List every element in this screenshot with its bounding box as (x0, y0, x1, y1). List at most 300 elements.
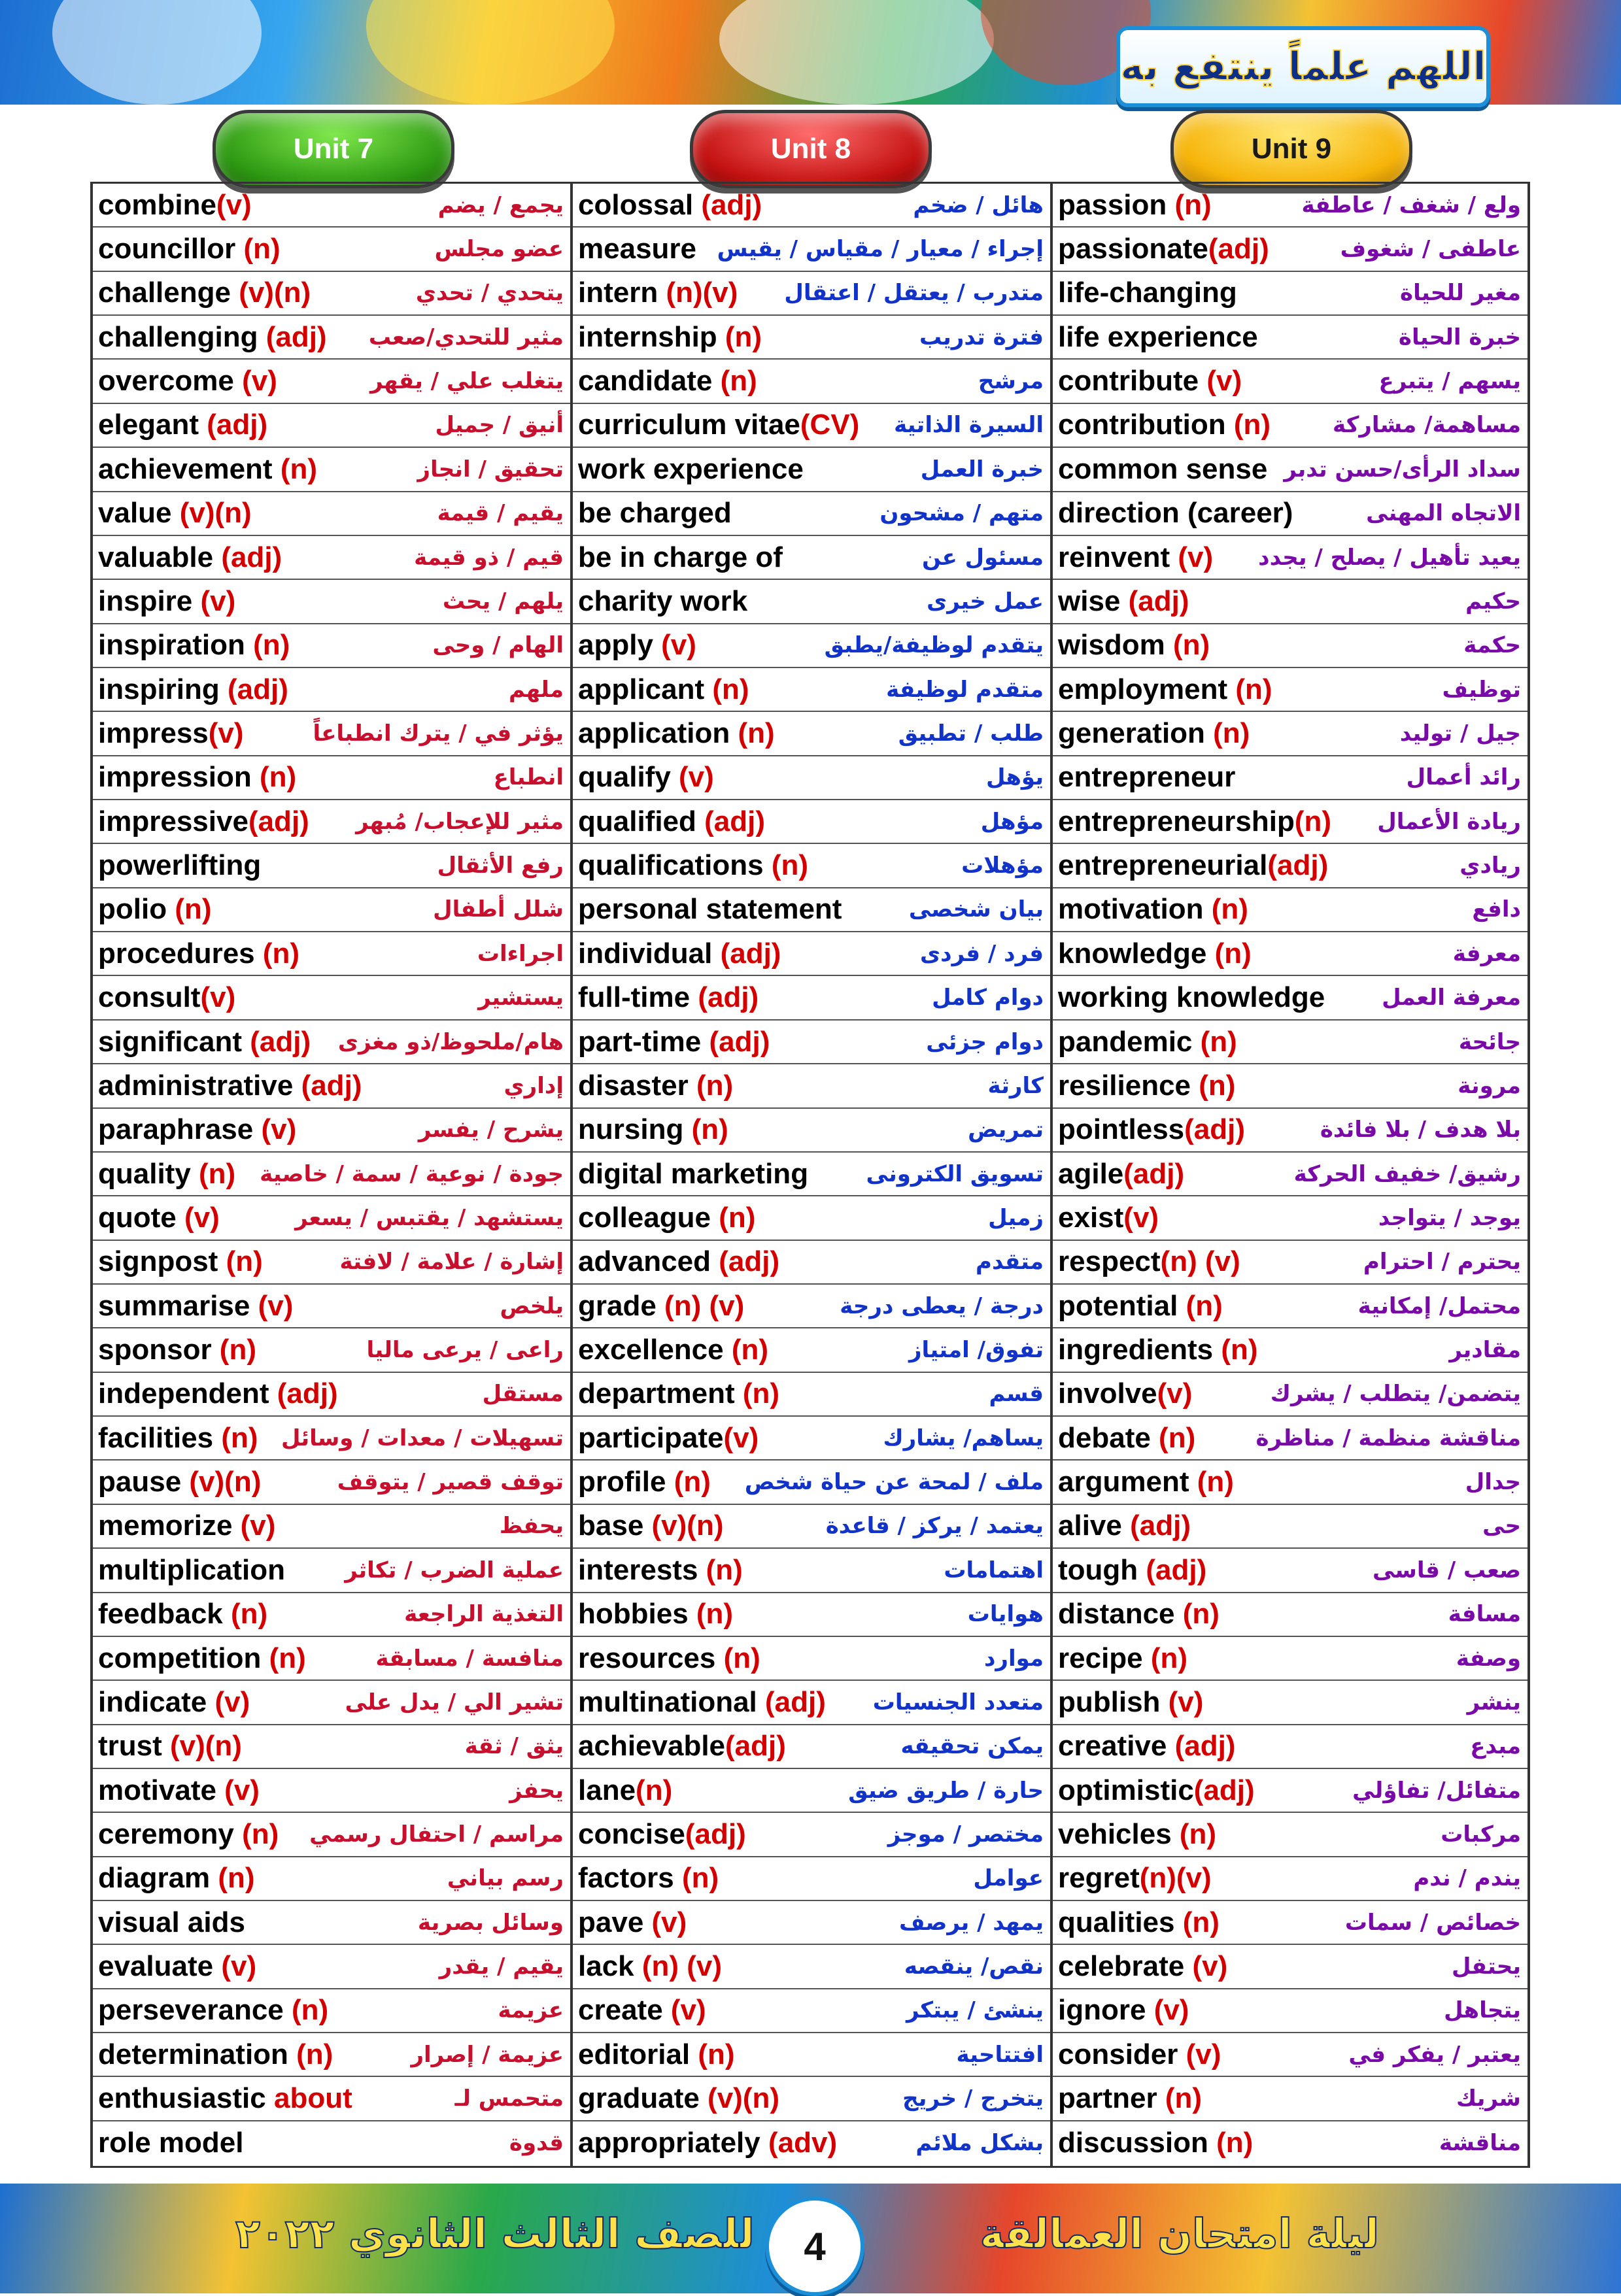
english-term (578, 1245, 779, 1278)
part-of-speech: (n) (253, 629, 290, 662)
term-word: editorial (578, 2038, 698, 2070)
part-of-speech: (n) (242, 1817, 279, 1850)
part-of-speech: (v) (200, 981, 236, 1014)
term-word: contribute (1058, 365, 1207, 397)
arabic-translation: هام/ملحوظ/ذو مغزى (337, 1028, 564, 1055)
arabic-translation: عاطفى / شغوف (1340, 236, 1521, 263)
arabic-translation: ينشر (1467, 1689, 1521, 1715)
part-of-speech: (v) (216, 188, 252, 221)
english-term (98, 321, 327, 354)
arabic-translation: مساهمة/ مشاركة (1332, 412, 1521, 439)
term-word: life experience (1058, 320, 1258, 353)
vocab-row (573, 2033, 1050, 2077)
vocab-row (93, 228, 570, 271)
term-word: signpost (98, 1245, 226, 1278)
vocab-row (573, 1196, 1050, 1240)
vocab-row (573, 1460, 1050, 1504)
term-word: full-time (578, 981, 698, 1014)
vocab-row (93, 2077, 570, 2121)
vocab-row (573, 1637, 1050, 1681)
part-of-speech: (v) (261, 1113, 297, 1146)
vocab-row (93, 1328, 570, 1372)
vocab-row (573, 1593, 1050, 1637)
part-of-speech: (v) (258, 1289, 294, 1322)
arabic-translation: رائد أعمال (1406, 764, 1521, 791)
part-of-speech: (n) (243, 233, 281, 265)
vocab-row (93, 668, 570, 712)
term-word: graduate (578, 2082, 708, 2115)
arabic-translation: يثق / ثقة (464, 1733, 564, 1760)
english-term (98, 1774, 260, 1807)
term-word: trust (98, 1730, 170, 1763)
vocab-row (573, 932, 1050, 976)
arabic-translation: يتضمن/ يتطلب / يشرك (1270, 1381, 1521, 1408)
vocab-row (573, 1505, 1050, 1549)
vocab-row (93, 1989, 570, 2033)
vocab-row (573, 888, 1050, 932)
vocab-row (573, 2121, 1050, 2165)
term-word: qualities (1058, 1906, 1183, 1938)
english-term (1058, 453, 1267, 486)
part-of-speech: (n) (1165, 2082, 1203, 2115)
part-of-speech: (n) (296, 2038, 333, 2070)
part-of-speech: (v) (1206, 365, 1242, 397)
arabic-translation: بلا هدف / بلا فائدة (1320, 1117, 1521, 1143)
term-word: create (578, 1994, 671, 2027)
arabic-translation: مثير للتحدي/صعب (368, 324, 564, 350)
english-term (98, 1113, 296, 1146)
vocab-row (573, 1769, 1050, 1813)
arabic-translation: مسئول عن (921, 544, 1044, 571)
part-of-speech: (n)(v) (666, 277, 738, 309)
english-term (1058, 1774, 1255, 1807)
part-of-speech: (n) (1173, 629, 1210, 662)
english-term (578, 1994, 706, 2027)
term-word: pave (578, 1906, 652, 1938)
term-word: procedures (98, 937, 263, 970)
arabic-translation: مركبات (1441, 1821, 1521, 1848)
arabic-translation: الاتجاه المهنى (1366, 500, 1521, 527)
vocab-row (1053, 712, 1527, 756)
english-term (578, 1158, 808, 1190)
term-word: determination (98, 2038, 297, 2070)
arabic-translation: جائحة (1458, 1028, 1521, 1055)
part-of-speech: (v)(n) (239, 277, 311, 309)
footer-grade-text: للصف الثالث الثانوي ٢٠٢٢ (235, 2210, 755, 2257)
part-of-speech: (adj) (1146, 1553, 1207, 1586)
english-term (98, 453, 317, 486)
arabic-translation: مختصر / موجز (887, 1821, 1044, 1848)
term-word: disaster (578, 1069, 696, 1102)
part-of-speech: (n) (v) (1160, 1245, 1240, 1278)
part-of-speech: (adj) (277, 1377, 338, 1410)
english-term (1058, 1730, 1235, 1763)
term-word: summarise (98, 1289, 258, 1322)
arabic-translation: فرد / فردى (920, 940, 1044, 967)
term-word: generation (1058, 717, 1214, 749)
english-term (98, 277, 311, 309)
decor-blob (719, 0, 994, 105)
arabic-translation: محتمل/ إمكانية (1357, 1292, 1521, 1319)
vocab-row (573, 448, 1050, 492)
arabic-translation: قسم (989, 1381, 1044, 1408)
part-of-speech: (n) (218, 1862, 255, 1895)
arabic-translation: إجراء / معيار / مقياس / يقيس (717, 236, 1044, 263)
term-word: entrepreneurial (1058, 849, 1268, 882)
arabic-translation: متقدم لوظيفة (886, 676, 1044, 703)
term-word: memorize (98, 1510, 241, 1542)
english-term (578, 1818, 746, 1851)
english-term (578, 453, 804, 486)
term-word: pause (98, 1466, 190, 1498)
arabic-translation: مسافة (1448, 1601, 1521, 1628)
english-term (1058, 673, 1272, 706)
part-of-speech: (v)(n) (170, 1730, 242, 1763)
term-word: life-changing (1058, 277, 1237, 309)
part-of-speech: (v) (221, 1950, 257, 1983)
part-of-speech: (n) (1182, 1906, 1220, 1938)
arabic-translation: اهتمامات (944, 1557, 1044, 1583)
english-term (98, 1510, 275, 1542)
arabic-translation: رفع الأثقال (437, 853, 564, 879)
term-word: department (578, 1377, 743, 1410)
part-of-speech: (n) (1214, 937, 1252, 970)
part-of-speech: (adj) (1123, 1157, 1185, 1190)
part-of-speech: (n) (738, 717, 775, 749)
vocab-row (1053, 2033, 1527, 2077)
vocab-row (1053, 1417, 1527, 1460)
english-term (98, 1906, 245, 1939)
part-of-speech: (n) (731, 1334, 769, 1366)
vocab-row (1053, 360, 1527, 403)
vocab-row (573, 2077, 1050, 2121)
part-of-speech: (adj) (1208, 233, 1269, 265)
term-word: entrepreneurship (1058, 805, 1295, 837)
term-word: involve (1058, 1377, 1157, 1410)
vocab-row (1053, 1681, 1527, 1725)
english-term (578, 585, 747, 618)
part-of-speech: (v) (1123, 1201, 1159, 1234)
english-term (98, 497, 252, 530)
term-word: inspiring (98, 673, 228, 705)
term-word: diagram (98, 1862, 218, 1895)
english-term (98, 409, 267, 441)
part-of-speech: (adj) (1174, 1730, 1236, 1763)
term-word: combine (98, 188, 216, 221)
part-of-speech: (v) (1168, 1685, 1204, 1718)
vocab-row (93, 1417, 570, 1460)
arabic-translation: يتخرج / خريج (902, 2085, 1044, 2112)
vocab-row (573, 1153, 1050, 1196)
english-term (578, 1642, 760, 1675)
vocab-row (573, 1064, 1050, 1108)
english-term (578, 673, 749, 706)
vocab-row (93, 1064, 570, 1108)
arabic-translation: يقيم / قيمة (437, 500, 564, 527)
part-of-speech: (adj) (1128, 584, 1189, 617)
term-word: ignore (1058, 1994, 1154, 2027)
arabic-translation: يحفظ (499, 1513, 564, 1540)
english-term (578, 937, 781, 970)
arabic-translation: متعدد الجنسيات (872, 1689, 1044, 1715)
arabic-translation: معرفة العمل (1382, 985, 1521, 1011)
part-of-speech: (n)(v) (1139, 1862, 1212, 1895)
term-word: perseverance (98, 1994, 292, 2027)
english-term (98, 1862, 255, 1895)
term-word: exist (1058, 1201, 1124, 1234)
vocab-row (573, 1681, 1050, 1725)
arabic-translation: تفوق/ امتياز (908, 1337, 1044, 1364)
part-of-speech: (n) (280, 452, 317, 485)
part-of-speech: (n) (219, 1334, 256, 1366)
english-term (1058, 849, 1328, 882)
term-word: debate (1058, 1421, 1159, 1454)
term-word: working knowledge (1058, 981, 1325, 1014)
part-of-speech: (v) (200, 584, 236, 617)
term-word: resources (578, 1642, 724, 1674)
english-term (1058, 497, 1293, 530)
term-word: personal statement (578, 893, 842, 926)
part-of-speech: (n) (269, 1642, 306, 1674)
arabic-translation: عزيمة / إصرار (411, 2041, 564, 2068)
english-term (1058, 1950, 1227, 1983)
english-term (98, 1158, 235, 1190)
term-word: vehicles (1058, 1817, 1180, 1850)
arabic-translation: ولع / شغف / عاطفة (1301, 192, 1521, 218)
arabic-translation: يسهم / يتبرع (1378, 368, 1521, 395)
term-word: reinvent (1058, 541, 1178, 573)
arabic-translation: يحترم / احترام (1363, 1249, 1521, 1275)
english-term (578, 1026, 770, 1058)
term-word: quote (98, 1201, 184, 1234)
english-term (98, 1070, 362, 1102)
part-of-speech: (n) (1294, 805, 1332, 837)
arabic-translation: متهم / مشحون (879, 500, 1044, 527)
arabic-translation: توقف قصير / يتوقف (337, 1469, 564, 1496)
decor-blob (52, 0, 262, 105)
vocab-row (93, 1857, 570, 1901)
arabic-translation: توظيف (1442, 676, 1521, 703)
part-of-speech: (n) (199, 1157, 236, 1190)
english-term (578, 1466, 711, 1498)
vocab-row (93, 1021, 570, 1064)
arabic-translation: موارد (983, 1645, 1044, 1672)
english-term (1058, 761, 1235, 794)
vocab-row (573, 1328, 1050, 1372)
vocab-row (1053, 1109, 1527, 1153)
term-word: impression (98, 761, 260, 794)
vocab-row (573, 272, 1050, 316)
term-word: interests (578, 1553, 706, 1586)
english-term (1058, 1862, 1212, 1895)
english-term (1058, 893, 1248, 926)
part-of-speech: (adj) (250, 1025, 311, 1058)
english-term (578, 1950, 722, 1983)
unit-7-label: Unit 7 (293, 133, 374, 165)
vocab-row (93, 800, 570, 844)
part-of-speech: (n) (742, 1377, 780, 1410)
arabic-translation: تسويق الكترونى (866, 1160, 1044, 1187)
vocab-row (93, 844, 570, 888)
term-word: knowledge (1058, 937, 1215, 970)
term-word: valuable (98, 541, 222, 573)
vocab-row (93, 1153, 570, 1196)
english-term (578, 1422, 759, 1455)
part-of-speech: (adj) (1193, 1774, 1255, 1806)
part-of-speech: (v) (1186, 2038, 1221, 2070)
arabic-translation: رشيق/ خفيف الحركة (1293, 1160, 1521, 1187)
arabic-translation: يعتمد / يركز / قاعدة (825, 1513, 1044, 1540)
arabic-translation: خبرة العمل (920, 456, 1044, 482)
vocab-row (93, 184, 570, 228)
vocab-row (573, 1109, 1050, 1153)
vocab-row (1053, 1857, 1527, 1901)
arabic-translation: درجة / يعطى درجة (840, 1292, 1044, 1319)
vocab-row (573, 580, 1050, 624)
english-term (578, 1202, 755, 1234)
arabic-translation: يندم / ندم (1413, 1865, 1521, 1892)
arabic-translation: يؤهل (985, 764, 1044, 791)
motto-banner (1116, 26, 1490, 107)
part-of-speech: (n) (712, 673, 749, 705)
arabic-translation: أنيق / جميل (435, 412, 564, 439)
english-term (1058, 717, 1250, 750)
vocab-row (1053, 624, 1527, 668)
english-term (98, 1554, 285, 1587)
english-term (1058, 233, 1269, 265)
part-of-speech: (v) (208, 717, 244, 749)
term-word: respect (1058, 1245, 1161, 1278)
english-term (1058, 1202, 1159, 1234)
vocab-row (573, 1989, 1050, 2033)
term-word: consult (98, 981, 201, 1014)
part-of-speech: (adj) (207, 409, 268, 441)
english-term (1058, 1377, 1192, 1410)
vocab-row (1053, 184, 1527, 228)
english-term (1058, 1466, 1234, 1498)
arabic-translation: ملهم (508, 676, 564, 703)
term-word: qualified (578, 805, 705, 837)
term-word: be charged (578, 497, 732, 530)
part-of-speech: (v) (651, 1906, 687, 1938)
english-term (98, 1245, 263, 1278)
term-word: qualifications (578, 849, 772, 882)
vocab-row (1053, 1593, 1527, 1637)
term-word: ceremony (98, 1817, 243, 1850)
term-word: motivate (98, 1774, 225, 1806)
arabic-translation: عوامل (973, 1865, 1044, 1892)
english-term (98, 1598, 267, 1630)
vocab-row (1053, 976, 1527, 1020)
unit-8-label: Unit 8 (770, 133, 851, 165)
vocab-row (573, 1241, 1050, 1285)
english-term (578, 233, 696, 265)
arabic-translation: يوجد / يتواجد (1378, 1204, 1521, 1231)
english-term (578, 1730, 786, 1763)
english-term (578, 541, 783, 574)
part-of-speech: (n) (1235, 673, 1272, 705)
arabic-translation: حكمة (1463, 632, 1521, 659)
term-word: measure (578, 233, 697, 265)
arabic-translation: مثير للإعجاب/ مُبهر (356, 808, 564, 835)
term-word: distance (1058, 1598, 1183, 1630)
term-word: application (578, 717, 738, 749)
english-term (98, 1202, 220, 1234)
english-term (578, 1510, 723, 1542)
term-word: tough (1058, 1553, 1146, 1586)
term-word: value (98, 497, 180, 530)
page-number: 4 (804, 2224, 826, 2269)
term-word: individual (578, 937, 721, 970)
term-word: appropriately (578, 2127, 768, 2159)
english-term (1058, 541, 1213, 574)
arabic-translation: يتحدي / تحدي (415, 280, 564, 307)
part-of-speech: (n) (1216, 2127, 1254, 2159)
arabic-translation: وصفة (1456, 1645, 1521, 1672)
vocab-row (1053, 2121, 1527, 2165)
vocab-row (1053, 1460, 1527, 1504)
term-word: pandemic (1058, 1025, 1201, 1058)
part-of-speech: (n) (1199, 1069, 1236, 1102)
part-of-speech: (n) (698, 2038, 735, 2070)
term-word: partner (1058, 2082, 1165, 2115)
english-term (578, 497, 732, 530)
term-word: feedback (98, 1598, 231, 1630)
part-of-speech: (n) (691, 1113, 728, 1146)
term-word: pointless (1058, 1113, 1185, 1146)
english-term (98, 233, 281, 265)
arabic-translation: متحمس لـ (454, 2085, 564, 2112)
term-word: passionate (1058, 233, 1208, 265)
part-of-speech: (adj) (704, 805, 766, 837)
vocab-row (93, 1460, 570, 1504)
vocab-row (573, 404, 1050, 448)
term-word: celebrate (1058, 1950, 1193, 1983)
part-of-speech: (n) (725, 320, 762, 353)
english-term (98, 1377, 338, 1410)
part-of-speech: (n) (1186, 1289, 1223, 1322)
arabic-translation: جدال (1465, 1469, 1521, 1496)
vocab-row (93, 1725, 570, 1769)
vocab-row (93, 1196, 570, 1240)
vocab-row (1053, 1241, 1527, 1285)
arabic-translation: تحقيق / انجاز (417, 456, 564, 482)
part-of-speech: (v) (679, 761, 714, 794)
part-of-speech: (n) (1150, 1642, 1188, 1674)
unit-8-tab[interactable] (690, 110, 932, 188)
term-word: wisdom (1058, 629, 1174, 662)
term-word: elegant (98, 409, 207, 441)
decor-blob (366, 0, 615, 105)
vocab-row (573, 668, 1050, 712)
english-term (1058, 189, 1212, 222)
part-of-speech: (v) (1192, 1950, 1228, 1983)
term-word: direction (career) (1058, 497, 1293, 530)
part-of-speech: (n) (175, 893, 212, 926)
unit-9-tab[interactable] (1170, 110, 1412, 188)
english-term (1058, 1113, 1245, 1146)
term-word: apply (578, 629, 662, 662)
unit-7-tab[interactable] (213, 110, 454, 188)
arabic-translation: انطباع (493, 764, 564, 791)
english-term (98, 365, 277, 397)
term-word: paraphrase (98, 1113, 262, 1146)
term-word: overcome (98, 365, 243, 397)
arabic-translation: متدرب / يعتقل / اعتقال (784, 280, 1044, 307)
arabic-translation: مستقل (482, 1381, 564, 1408)
english-term (578, 981, 759, 1014)
term-word: employment (1058, 673, 1236, 705)
